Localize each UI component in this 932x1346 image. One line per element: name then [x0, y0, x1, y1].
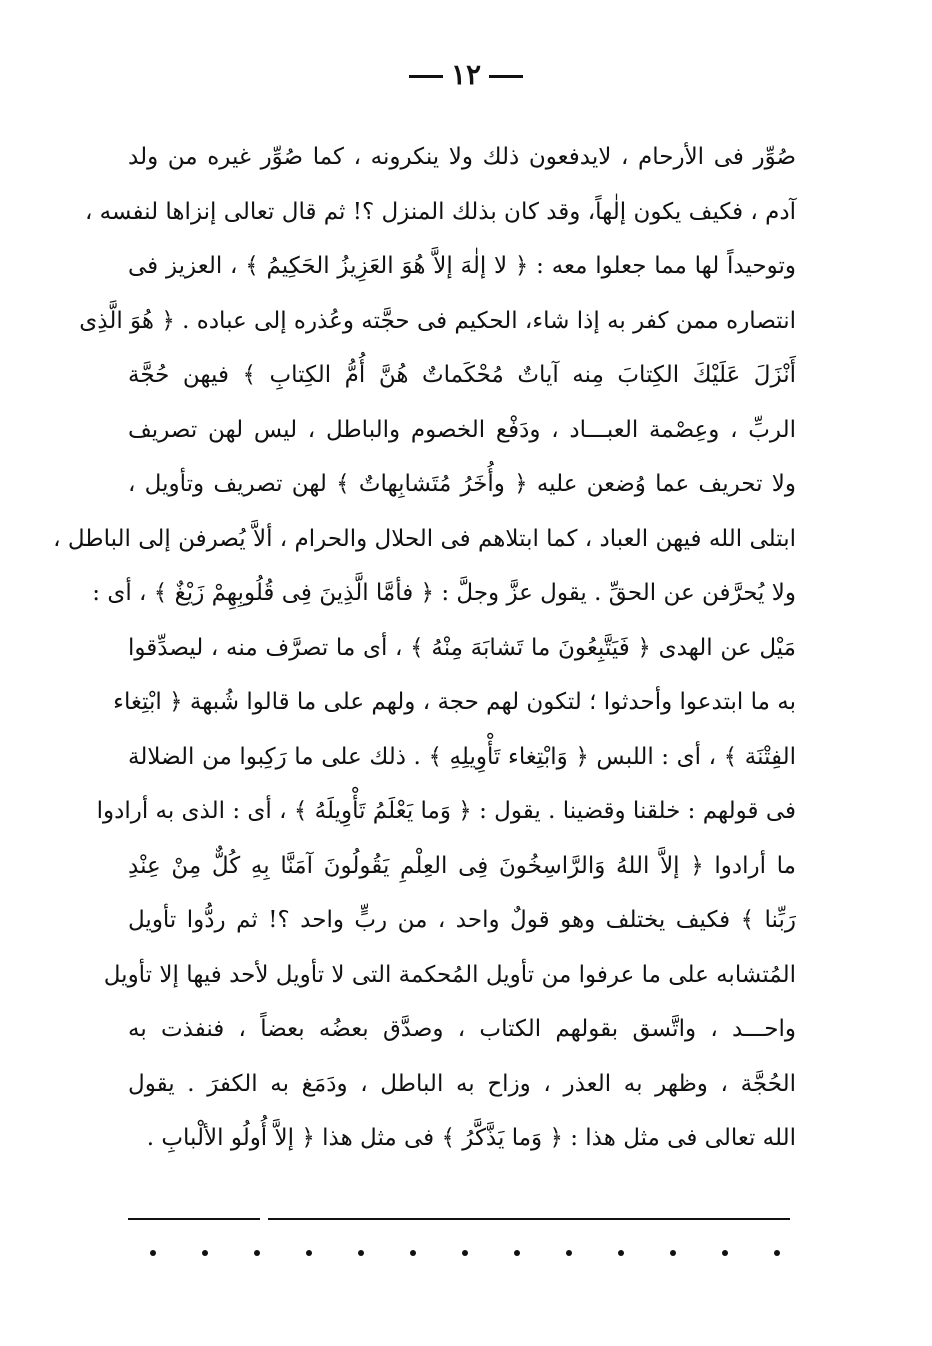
text-line: وتوحيداً لها مما جعلوا معه : ﴿ لا إلٰهَ إلاَّ هُوَ العَزِيزُ الحَكِيمُ ﴾ ، العزيز فى [128, 253, 796, 279]
text-line: المُتشابه على ما عرفوا من تأويل المُحكمة التى لا تأويل لأحد فيها إلا تأويل [103, 961, 796, 988]
footer-dot [202, 1250, 208, 1256]
page-number-dash-right [489, 75, 523, 78]
text-line: واحـــد ، واتَّسق بقولهم الكتاب ، وصدَّق بعضُه بعضاً ، فنفذت به [128, 1016, 796, 1042]
text-line: انتصاره ممن كفر به إذا شاء، الحكيم فى حجَّته وعُذره إلى عباده . ﴿ هُوَ الَّذِى [79, 307, 796, 334]
text-line: الله تعالى فى مثل هذا : ﴿ وَما يَذَّكَّرُ ﴾ فى مثل هذا ﴿ إلاَّ أُولُو الألْبابِ . [146, 1125, 796, 1151]
footer-dot [774, 1250, 780, 1256]
text-line: ولا تحريف عما وُضعن عليه ﴿ وأُخَرُ مُتَشابِهاتٌ ﴾ لهن تصريف وتأويل ، [128, 471, 796, 497]
footer-dot [566, 1250, 572, 1256]
body-text [53, 130, 796, 1166]
text-line: آدم ، فكيف يكون إلٰهاً، وقد كان بذلك المنزل ؟! ثم قال تعالى إنزاها لنفسه ، [84, 198, 796, 225]
footer-rule-left [128, 1218, 260, 1220]
text-line: مَيْل عن الهدى ﴿ فَيَتَّبِعُونَ ما تَشابَهَ مِنْهُ ﴾ ، أى ما تصرَّف منه ، ليصدِّقوا [128, 634, 796, 661]
footer-rule-right [268, 1218, 790, 1220]
text-line: ما أرادوا ﴿ إلاَّ اللهُ وَالرَّاسِخُونَ فِى العِلْمِ يَقُولُونَ آمَنَّا بِهِ كُلٌّ مِنْ عِنْدِ [128, 852, 796, 879]
text-line: رَبِّنا ﴾ فكيف يختلف وهو قولٌ واحد ، من ربٍّ واحد ؟! ثم ردُّوا تأويل [128, 907, 796, 933]
text-line: الحُجَّة ، وظهر به العذر ، وزاح به الباطل ، ودَمَغ به الكفرَ . يقول [128, 1070, 796, 1097]
page-number [0, 58, 932, 91]
text-line: صُوِّر فى الأرحام ، لايدفعون ذلك ولا ينكرونه ، كما صُوِّر غيره من ولد [128, 144, 796, 170]
footer-dot [618, 1250, 624, 1256]
text-line: أَنْزَلَ عَلَيْكَ الكِتابَ مِنه آياتٌ مُحْكَماتٌ هُنَّ أُمُّ الكِتابِ ﴾ فيهن حُجَّة [128, 362, 796, 388]
footer-dot [254, 1250, 260, 1256]
text-line: فى قولهم : خلقنا وقضينا . يقول : ﴿ وَما يَعْلَمُ تَأْوِيلَهُ ﴾ ، أى : الذى به أرادوا [96, 798, 796, 824]
text-line: الفِتْنَة ﴾ ، أى : اللبس ﴿ وَابْتِغاء تَأْوِيلِهِ ﴾ . ذلك على ما رَكِبوا من الضلالة [128, 743, 796, 770]
page-number-dash-left [409, 75, 443, 78]
footer-dot-row [150, 1246, 780, 1260]
footer-dot [514, 1250, 520, 1256]
text-line: به ما ابتدعوا وأحدثوا ؛ لتكون لهم حجة ، ولهم على ما قالوا شُبهة ﴿ ابْتِغاء [113, 689, 796, 715]
footer-dot [462, 1250, 468, 1256]
footer-dot [670, 1250, 676, 1256]
footer-dot [150, 1250, 156, 1256]
page-number-value: ١٢ [450, 58, 482, 91]
footer-dot [358, 1250, 364, 1256]
footer-dot [722, 1250, 728, 1256]
text-line: ولا يُحرَّفن عن الحقِّ . يقول عزَّ وجلَّ : ﴿ فأمَّا الَّذِينَ فِى قُلُوبِهِمْ زَيْغٌ ﴾ ، أى : [92, 580, 796, 606]
footer-dot [306, 1250, 312, 1256]
text-line: ابتلى الله فيهن العباد ، كما ابتلاهم فى الحلال والحرام ، ألاَّ يُصرفن إلى الباطل ، [53, 525, 796, 552]
footer-dot [410, 1250, 416, 1256]
text-line: الربِّ ، وعِصْمة العبـــاد ، ودَفْع الخصوم والباطل ، ليس لهن تصريف [128, 416, 796, 443]
